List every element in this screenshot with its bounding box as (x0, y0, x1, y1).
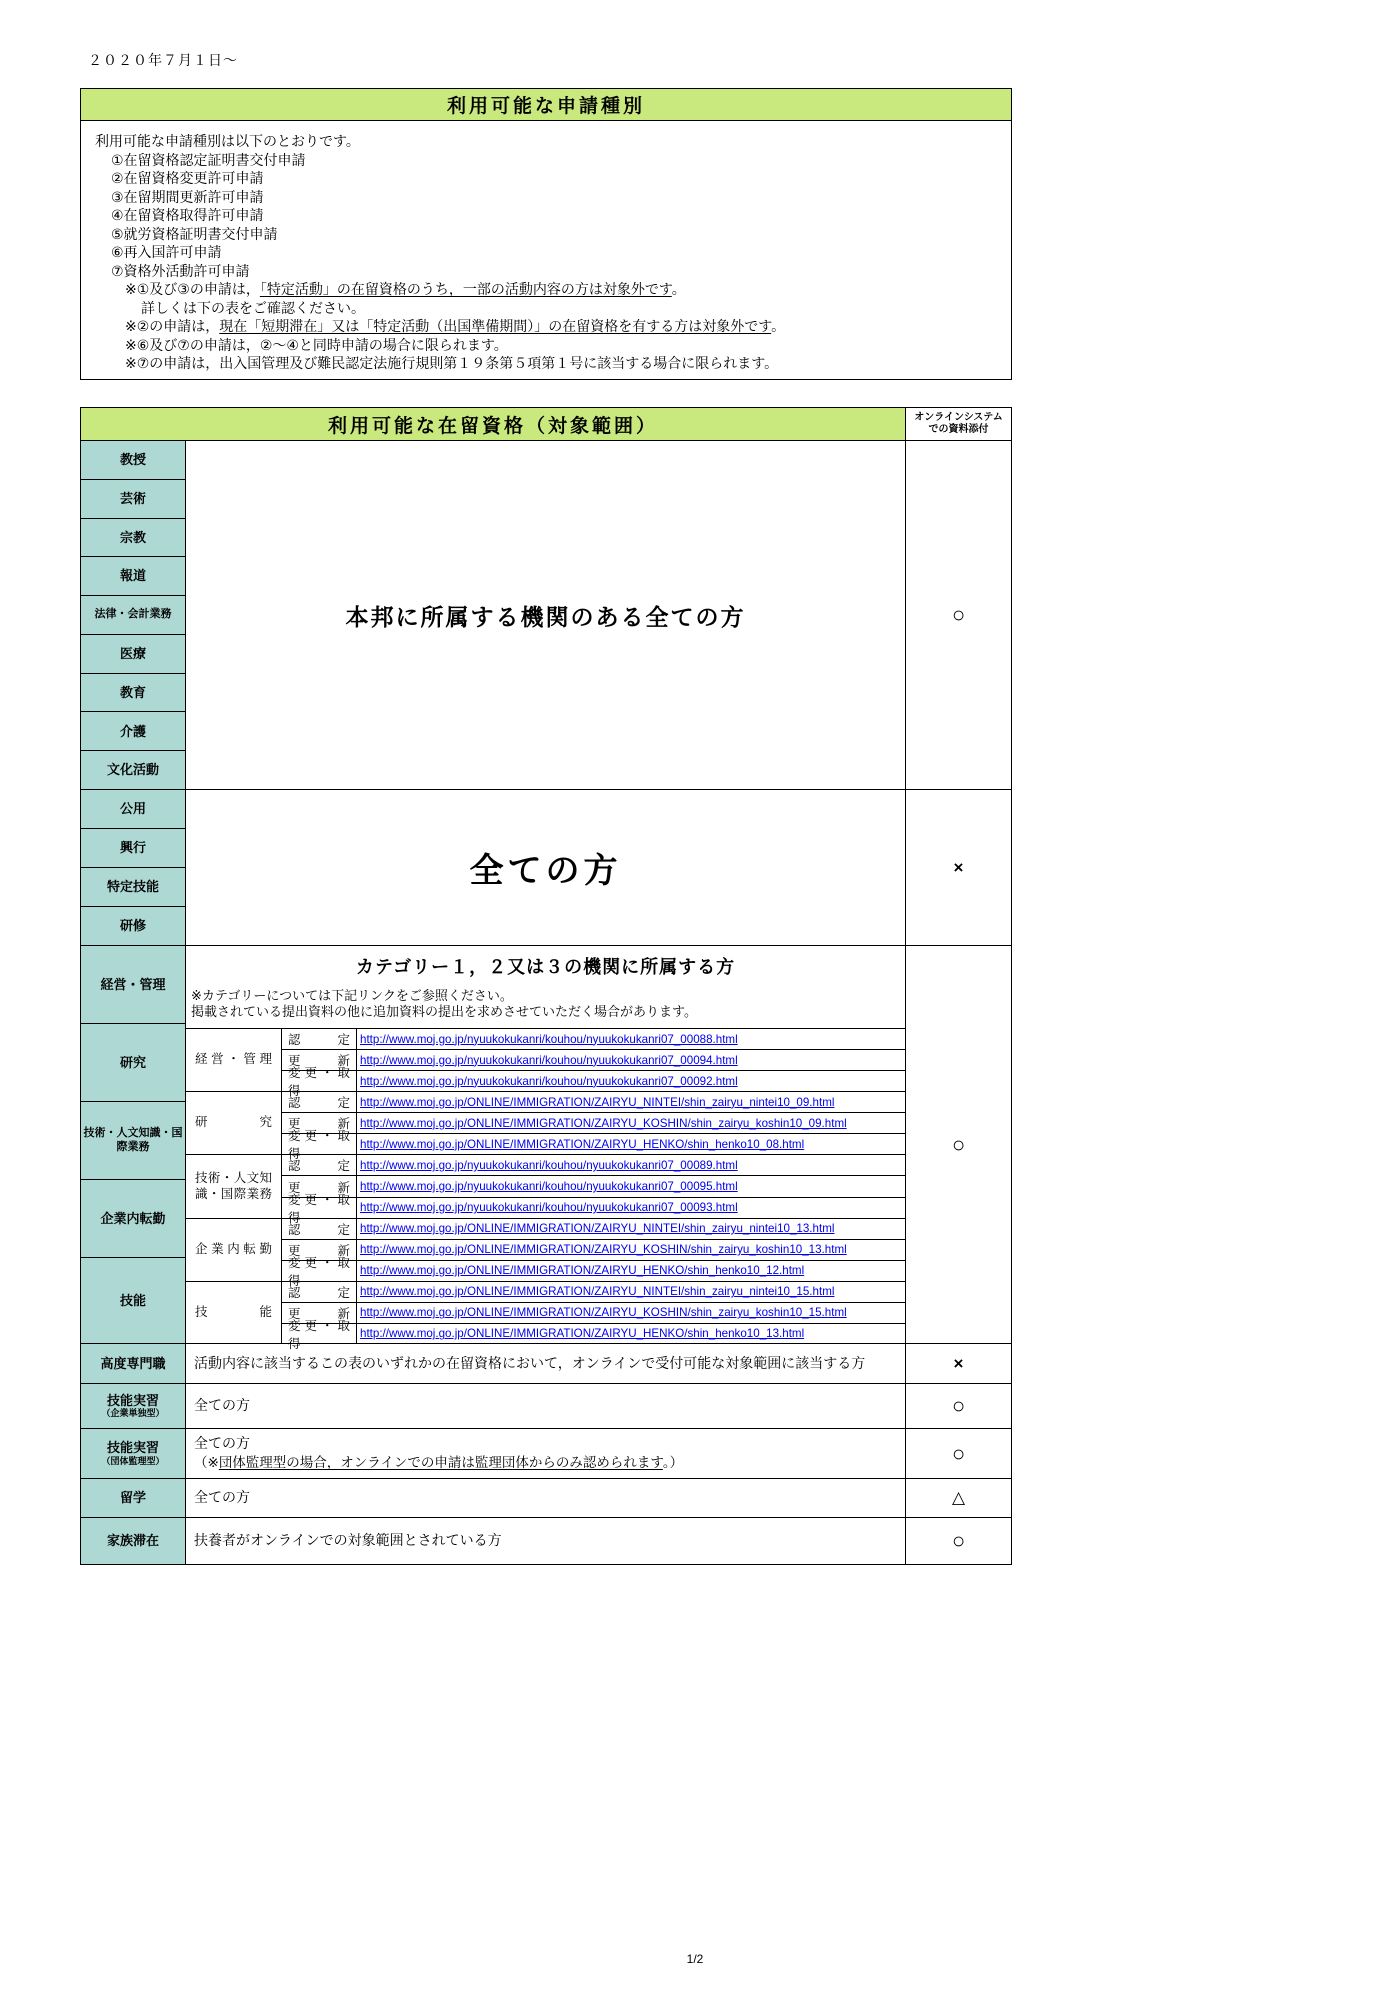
note-underlined-text: 現在「短期滞在」又は「特定活動（出国準備期間）」の在留資格を有する方は対象外です (219, 318, 772, 334)
procedure-label (282, 1318, 357, 1351)
scope-text: 活動内容に該当するこの表のいずれかの在留資格において，オンラインで受付可能な対象範囲に該当する方 (194, 1354, 866, 1371)
procedure-label (282, 1219, 357, 1239)
guideline-link[interactable]: http://www.moj.go.jp/nyuukokukanri/kouhou/nyuukokukanri07_00093.html (360, 1201, 738, 1215)
procedure-label (282, 1092, 357, 1112)
link-group (186, 1092, 905, 1162)
url-cell (357, 1029, 905, 1049)
link-group-name-text: 技術・人文知識・国際業務 (195, 1170, 272, 1201)
url-cell (357, 1113, 905, 1133)
status-label: 高度専門職 (100, 1355, 166, 1371)
guideline-link[interactable]: http://www.moj.go.jp/ONLINE/IMMIGRATION/ZAIRYU_NINTEI/shin_zairyu_nintei10_15.html (360, 1285, 835, 1299)
procedure-label-text: 認定 (288, 1096, 350, 1111)
procedure-label-text: 変更・取得 (288, 1255, 350, 1288)
status-cell (81, 1344, 186, 1384)
procedure-label-text: 更新 (288, 1180, 350, 1195)
guideline-link[interactable]: http://www.moj.go.jp/nyuukokukanri/kouhou/nyuukokukanri07_00089.html (360, 1158, 738, 1172)
procedure-label-text: 変更・取得 (288, 1129, 350, 1162)
link-group (186, 1282, 905, 1351)
scope-note-text: （※ (194, 1454, 219, 1470)
attachment-mark-cell (906, 1429, 1011, 1479)
status-cell: 教育 (81, 674, 185, 713)
scope-cell-group2: 全ての方 (186, 790, 906, 946)
category-scope-title: カテゴリー１，２又は３の機関に所属する方 (355, 957, 736, 977)
link-group (186, 1155, 905, 1225)
attachment-mark-cell (906, 1384, 1011, 1429)
note-text: 。 (771, 318, 786, 334)
scope-cell-group1: 本邦に所属する機関のある全ての方 (186, 441, 906, 790)
url-cell (357, 1092, 905, 1112)
status-cell (81, 1384, 186, 1429)
status-sublabel: （団体監理型） (101, 1455, 165, 1466)
url-cell (357, 1198, 905, 1218)
status-cell: 技術・人文知識・国際業務 (81, 1102, 185, 1180)
effective-date: ２０２０年７月１日～ (88, 52, 238, 68)
status-label: 家族滞在 (106, 1533, 159, 1549)
guideline-link[interactable]: http://www.moj.go.jp/ONLINE/IMMIGRATION/ZAIRYU_NINTEI/shin_zairyu_nintei10_09.html (360, 1095, 835, 1109)
status-cell: 教授 (81, 441, 185, 480)
url-cell (357, 1303, 905, 1323)
url-cell (357, 1219, 905, 1239)
page-number: 1/2 (686, 1952, 704, 1966)
url-cell (357, 1134, 905, 1154)
procedure-label-text: 更新 (288, 1117, 350, 1132)
attachment-column-header (906, 408, 1011, 441)
guideline-link[interactable]: http://www.moj.go.jp/ONLINE/IMMIGRATION/ZAIRYU_KOSHIN/shin_zairyu_koshin10_09.html (360, 1116, 847, 1130)
circle-mark: ○ (951, 602, 966, 627)
status-cell (81, 1429, 186, 1479)
status-cell: 研修 (81, 907, 185, 946)
link-row (282, 1303, 905, 1324)
attachment-mark-cell (906, 1518, 1011, 1564)
link-row (282, 1176, 905, 1197)
guideline-link[interactable]: http://www.moj.go.jp/ONLINE/IMMIGRATION/ZAIRYU_HENKO/shin_henko10_13.html (360, 1327, 805, 1341)
circle-mark: ○ (951, 1528, 966, 1553)
procedure-label-text: 更新 (288, 1306, 350, 1321)
status-sublabel: （企業単独型） (101, 1408, 165, 1419)
link-group-name-text: 研究 (195, 1115, 272, 1130)
procedure-label-text: 認定 (288, 1285, 350, 1300)
scope-text: 全ての方 (194, 1489, 250, 1506)
note-text: ※⑦の申請は，出入国管理及び難民認定法施行規則第１９条第５項第１号に該当する場合に限られます。 (125, 355, 779, 371)
scope-note-underlined-text: 団体監理型の場合，オンラインでの申請は監理団体からのみ認められます (218, 1454, 663, 1470)
procedure-label-text: 変更・取得 (288, 1318, 350, 1351)
link-rows (282, 1092, 905, 1162)
link-row (282, 1155, 905, 1176)
link-group-name (186, 1029, 282, 1091)
table-row (81, 1429, 1011, 1479)
note-text: ※⑥及び⑦の申請は，②～④と同時申請の場合に限られます。 (125, 336, 508, 353)
status-cell: 宗教 (81, 519, 185, 558)
guideline-link[interactable]: http://www.moj.go.jp/ONLINE/IMMIGRATION/ZAIRYU_HENKO/shin_henko10_12.html (360, 1264, 805, 1278)
link-group-name (186, 1219, 282, 1281)
attachment-mark-cell (906, 946, 1011, 1344)
circle-mark: ○ (951, 1440, 966, 1466)
procedure-label-text: 更新 (288, 1054, 350, 1069)
procedure-label-text: 変更・取得 (288, 1066, 350, 1099)
application-type-item: ④在留資格取得許可申請 (111, 207, 264, 223)
guideline-link[interactable]: http://www.moj.go.jp/nyuukokukanri/kouhou/nyuukokukanri07_00092.html (360, 1074, 738, 1088)
status-column-group1 (81, 441, 186, 790)
application-types-section (80, 88, 1012, 380)
scope-note (194, 1454, 897, 1473)
note-text: 詳しくは下の表をご確認ください。 (141, 299, 365, 316)
status-cell: 芸術 (81, 480, 185, 519)
status-label: 技能実習 (106, 1440, 159, 1456)
link-group (186, 1029, 905, 1099)
scope-cell (186, 1384, 906, 1429)
intro-text: 利用可能な申請種別は以下のとおりです。 (95, 133, 360, 149)
status-cell: 文化活動 (81, 751, 185, 790)
guideline-link[interactable]: http://www.moj.go.jp/ONLINE/IMMIGRATION/ZAIRYU_HENKO/shin_henko10_08.html (360, 1137, 805, 1151)
status-cell: 介護 (81, 712, 185, 751)
scope-text: 全ての方 (194, 1397, 250, 1414)
url-cell (357, 1155, 905, 1175)
guideline-link[interactable]: http://www.moj.go.jp/ONLINE/IMMIGRATION/ZAIRYU_KOSHIN/shin_zairyu_koshin10_13.html (360, 1243, 847, 1257)
guideline-link[interactable]: http://www.moj.go.jp/ONLINE/IMMIGRATION/ZAIRYU_NINTEI/shin_zairyu_nintei10_13.html (360, 1222, 835, 1236)
note-line (125, 280, 997, 299)
link-row (282, 1066, 905, 1099)
status-label: 留学 (119, 1490, 146, 1506)
scope-cell (186, 1344, 906, 1384)
procedure-label (282, 1129, 357, 1162)
scope-text: 全ての方 (194, 1435, 250, 1452)
procedure-label (282, 1066, 357, 1099)
application-type-item: ①在留資格認定証明書交付申請 (111, 151, 306, 168)
scope-cell-group3 (186, 946, 906, 1351)
url-cell (357, 1282, 905, 1302)
link-group-name-text: 経営・管理 (195, 1052, 272, 1067)
status-label: 技能実習 (106, 1392, 159, 1408)
category-links-table (186, 1028, 905, 1351)
category-note: 掲載されている提出資料の他に追加資料の提出を求めさせていただく場合があります。 (191, 1004, 697, 1019)
triangle-mark: △ (951, 1488, 966, 1507)
status-column-group2 (81, 790, 186, 946)
circle-mark: ○ (951, 1131, 966, 1157)
url-cell (357, 1071, 905, 1091)
application-type-item: ⑦資格外活動許可申請 (111, 262, 250, 279)
application-types-title: 利用可能な申請種別 (81, 89, 1011, 121)
scope-text: 扶養者がオンラインでの対象範囲とされている方 (194, 1532, 502, 1549)
table-row (81, 1344, 1011, 1384)
status-cell (81, 1518, 186, 1564)
status-cell: 特定技能 (81, 868, 185, 907)
status-cell: 研究 (81, 1024, 185, 1102)
procedure-label (282, 1029, 357, 1049)
procedure-label-text: 認定 (288, 1159, 350, 1174)
procedure-label (282, 1255, 357, 1288)
attachment-mark-cell (906, 441, 1011, 790)
link-group-name (186, 1092, 282, 1154)
link-group (186, 1219, 905, 1288)
link-group-name (186, 1155, 282, 1217)
link-row (282, 1240, 905, 1261)
link-row (282, 1050, 905, 1071)
guideline-link[interactable]: http://www.moj.go.jp/nyuukokukanri/kouhou/nyuukokukanri07_00088.html (360, 1032, 738, 1046)
table-row (81, 1384, 1011, 1429)
status-cell (81, 1479, 186, 1518)
procedure-label-text: 認定 (288, 1033, 350, 1048)
note-text: ※②の申請は， (125, 318, 220, 334)
application-type-item: ⑥再入国許可申請 (111, 244, 222, 260)
procedure-label-text: 変更・取得 (288, 1192, 350, 1225)
status-column-group3 (81, 946, 186, 1344)
guideline-link[interactable]: http://www.moj.go.jp/ONLINE/IMMIGRATION/ZAIRYU_KOSHIN/shin_zairyu_koshin10_15.html (360, 1306, 847, 1320)
eligibility-table (80, 407, 1012, 1565)
url-cell (357, 1176, 905, 1196)
attachment-mark-cell (906, 1344, 1011, 1384)
application-type-item: ⑤就労資格証明書交付申請 (111, 225, 278, 242)
link-row (282, 1318, 905, 1351)
status-cell: 法律・会計業務 (81, 596, 185, 635)
note-text: 。 (671, 281, 686, 297)
attachment-header-line: オンラインシステム (914, 412, 1003, 423)
note-text: ※①及び③の申請は， (125, 281, 260, 297)
link-group-name (186, 1282, 282, 1344)
note-underlined-text: 「特定活動」の在留資格のうち，一部の活動内容の方は対象外です (259, 281, 672, 297)
status-cell: 企業内転勤 (81, 1180, 185, 1258)
link-rows (282, 1155, 905, 1225)
link-row (282, 1029, 905, 1050)
url-cell (357, 1261, 905, 1281)
url-cell (357, 1240, 905, 1260)
scope-cell (186, 1518, 906, 1564)
note-line (125, 317, 997, 336)
status-cell: 技能 (81, 1258, 185, 1344)
link-row (282, 1092, 905, 1113)
status-cell: 公用 (81, 790, 185, 829)
link-row (282, 1282, 905, 1303)
attachment-header-line: での資料添付 (928, 424, 989, 435)
table-row (81, 1479, 1011, 1518)
link-group-name-text: 企業内転勤 (195, 1241, 272, 1256)
status-cell: 報道 (81, 557, 185, 596)
application-type-item: ②在留資格変更許可申請 (111, 170, 264, 186)
table-row (81, 1518, 1011, 1564)
status-cell: 興行 (81, 829, 185, 868)
procedure-label-text: 更新 (288, 1243, 350, 1258)
attachment-mark-cell (906, 1479, 1011, 1518)
link-rows (282, 1029, 905, 1099)
note-line (141, 299, 997, 318)
procedure-label (282, 1282, 357, 1302)
procedure-label-text: 認定 (288, 1222, 350, 1237)
link-row (282, 1129, 905, 1162)
circle-mark: ○ (951, 1393, 966, 1418)
eligibility-table-title: 利用可能な在留資格（対象範囲） (81, 408, 906, 441)
procedure-label (282, 1155, 357, 1175)
scope-cell (186, 1429, 906, 1479)
link-row (282, 1192, 905, 1225)
scope-cell (186, 1479, 906, 1518)
guideline-link[interactable]: http://www.moj.go.jp/nyuukokukanri/kouhou/nyuukokukanri07_00095.html (360, 1180, 738, 1193)
scope-note-text: 。） (662, 1454, 684, 1470)
status-cell: 医療 (81, 635, 185, 674)
link-group-name-text: 技能 (195, 1305, 272, 1320)
status-cell: 経営・管理 (81, 946, 185, 1024)
link-row (282, 1113, 905, 1134)
cross-mark: × (953, 1353, 964, 1373)
url-cell (357, 1050, 905, 1070)
url-cell (357, 1324, 905, 1344)
attachment-mark-cell (906, 790, 1011, 946)
application-type-item: ③在留期間更新許可申請 (111, 188, 264, 205)
link-row (282, 1255, 905, 1288)
note-line (125, 336, 997, 355)
guideline-link[interactable]: http://www.moj.go.jp/nyuukokukanri/kouhou/nyuukokukanri07_00094.html (360, 1053, 738, 1067)
category-note: ※カテゴリーについては下記リンクをご参照ください。 (191, 988, 513, 1003)
link-rows (282, 1282, 905, 1351)
cross-mark: × (953, 857, 964, 877)
application-types-body (81, 121, 1011, 373)
link-row (282, 1219, 905, 1240)
procedure-label (282, 1192, 357, 1225)
note-line (125, 354, 997, 373)
link-rows (282, 1219, 905, 1288)
